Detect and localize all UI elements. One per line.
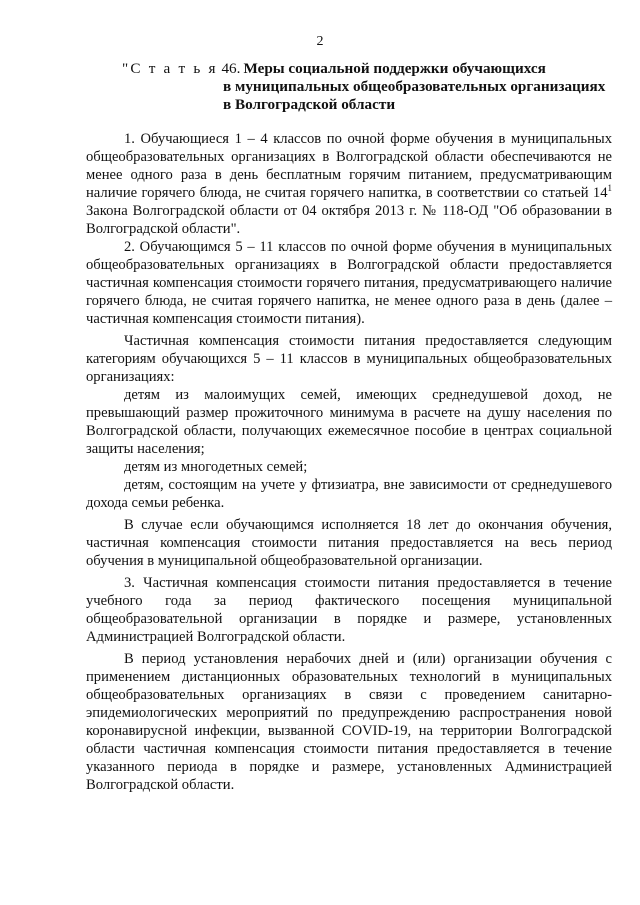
paragraph-8: 3. Частичная компенсация стоимости питания предоставляется в течение учебного года за период фактического посещения муниципальной общеобразовательной организации в порядке и размере, установленных Администрацией Волгоградской области. — [86, 575, 612, 645]
paragraph-5: детям из многодетных семей; — [124, 459, 308, 475]
paragraph-1-superscript: 1 — [607, 183, 612, 194]
paragraph-1-text-a: 1. Обучающиеся 1 – 4 классов по очной форме обучения в муниципальных общеобразовательных организациях в Волгоградской области обеспечиваются не менее одного раза в день бесплатным горячим питанием, предусматривающим наличие горячего блюда, не считая горячего напитка, в соответствии со статьей 14 — [86, 131, 612, 201]
article-body — [86, 130, 612, 798]
article-number: 46. — [221, 60, 241, 77]
article-title-line-3: в Волгоградской области — [223, 96, 396, 113]
article-title-line-1: Меры социальной поддержки обучающихся — [243, 60, 546, 77]
paragraph-4: детям из малоимущих семей, имеющих среднедушевой доход, не превышающий размер прожиточного минимума в расчете на душу населения по Волгоградской области, получающих ежемесячное пособие в центрах социальной защиты населения; — [86, 387, 612, 457]
paragraph-7: В случае если обучающимся исполняется 18 лет до окончания обучения, частичная компенсация стоимости питания предоставляется на весь период обучения в муниципальной общеобразовательной организации. — [86, 517, 612, 569]
article-heading — [122, 60, 622, 114]
paragraph-2: 2. Обучающимся 5 – 11 классов по очной форме обучения в муниципальных общеобразовательных организациях в Волгоградской области предоставляется частичная компенсация стоимости горячего питания, предусматривающего наличие горячего блюда, не считая горячего напитка, не менее одного раза в день (далее – частичная компенсация стоимости питания). — [86, 239, 612, 327]
paragraph-1-text-b: Закона Волгоградской области от 04 октября 2013 г. № 118-ОД "Об образовании в Волгоградской области". — [86, 203, 612, 237]
paragraph-1 — [86, 130, 612, 238]
paragraph-9: В период установления нерабочих дней и (или) организации обучения с применением дистанционных образовательных технологий в муниципальных общеобразовательных организациях в связи с проведением санитарно-эпидемиологических мероприятий по предупреждению распространения новой коронавирусной инфекции, вызванной COVID-19, на территории Волгоградской области частичная компенсация стоимости питания предоставляется в течение указанного периода в порядке и размере, установленных Администрацией Волгоградской области. — [86, 651, 612, 793]
paragraph-6: детям, состоящим на учете у фтизиатра, вне зависимости от среднедушевого дохода семьи ребенка. — [86, 477, 612, 511]
article-title-line-2: в муниципальных общеобразовательных организациях — [223, 78, 606, 95]
paragraph-3: Частичная компенсация стоимости питания предоставляется следующим категориям обучающихся 5 – 11 классов в муниципальных общеобразовательных организациях: — [86, 333, 612, 385]
article-prefix: "С т а т ь я — [122, 60, 218, 77]
page-number: 2 — [316, 34, 324, 49]
